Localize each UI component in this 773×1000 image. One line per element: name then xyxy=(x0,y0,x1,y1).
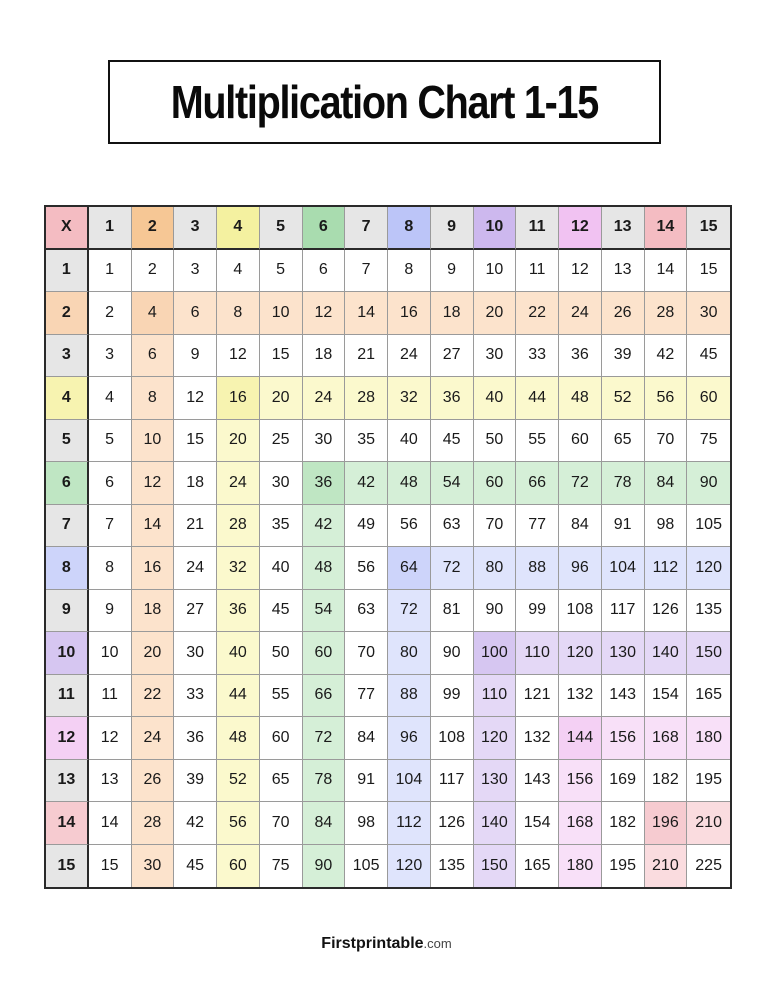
product-cell: 42 xyxy=(645,335,688,378)
product-cell: 24 xyxy=(132,717,175,760)
product-cell: 70 xyxy=(260,802,303,845)
product-cell: 6 xyxy=(174,292,217,335)
product-cell: 36 xyxy=(217,590,260,633)
product-cell: 39 xyxy=(174,760,217,803)
product-cell: 20 xyxy=(217,420,260,463)
page-title: Multiplication Chart 1-15 xyxy=(170,76,599,128)
product-cell: 210 xyxy=(687,802,730,845)
product-cell: 12 xyxy=(559,250,602,293)
product-cell: 18 xyxy=(132,590,175,633)
product-cell: 64 xyxy=(388,547,431,590)
product-cell: 11 xyxy=(89,675,132,718)
product-cell: 40 xyxy=(260,547,303,590)
row-header: 7 xyxy=(46,505,89,548)
product-cell: 30 xyxy=(303,420,346,463)
product-cell: 26 xyxy=(602,292,645,335)
brand-name: Firstprintable xyxy=(321,935,424,952)
product-cell: 27 xyxy=(431,335,474,378)
product-cell: 16 xyxy=(388,292,431,335)
product-cell: 90 xyxy=(474,590,517,633)
row-header: 1 xyxy=(46,250,89,293)
product-cell: 30 xyxy=(687,292,730,335)
product-cell: 90 xyxy=(431,632,474,675)
product-cell: 99 xyxy=(431,675,474,718)
product-cell: 36 xyxy=(431,377,474,420)
product-cell: 12 xyxy=(89,717,132,760)
product-cell: 50 xyxy=(260,632,303,675)
product-cell: 88 xyxy=(388,675,431,718)
product-cell: 15 xyxy=(260,335,303,378)
product-cell: 66 xyxy=(516,462,559,505)
product-cell: 7 xyxy=(89,505,132,548)
product-cell: 49 xyxy=(345,505,388,548)
product-cell: 25 xyxy=(260,420,303,463)
product-cell: 30 xyxy=(474,335,517,378)
product-cell: 135 xyxy=(687,590,730,633)
product-cell: 27 xyxy=(174,590,217,633)
product-cell: 4 xyxy=(132,292,175,335)
title-box xyxy=(108,60,661,144)
product-cell: 11 xyxy=(516,250,559,293)
product-cell: 7 xyxy=(345,250,388,293)
product-cell: 60 xyxy=(217,845,260,888)
product-cell: 165 xyxy=(687,675,730,718)
product-cell: 18 xyxy=(174,462,217,505)
product-cell: 48 xyxy=(559,377,602,420)
row-header: 6 xyxy=(46,462,89,505)
product-cell: 14 xyxy=(89,802,132,845)
product-cell: 12 xyxy=(217,335,260,378)
product-cell: 91 xyxy=(345,760,388,803)
product-cell: 5 xyxy=(89,420,132,463)
product-cell: 66 xyxy=(303,675,346,718)
product-cell: 35 xyxy=(345,420,388,463)
column-header: 4 xyxy=(217,207,260,250)
product-cell: 18 xyxy=(303,335,346,378)
column-header: 2 xyxy=(132,207,175,250)
row-header: 14 xyxy=(46,802,89,845)
product-cell: 112 xyxy=(388,802,431,845)
product-cell: 42 xyxy=(345,462,388,505)
product-cell: 210 xyxy=(645,845,688,888)
column-header: 10 xyxy=(474,207,517,250)
product-cell: 121 xyxy=(516,675,559,718)
column-header: 9 xyxy=(431,207,474,250)
column-header: 3 xyxy=(174,207,217,250)
product-cell: 77 xyxy=(345,675,388,718)
product-cell: 40 xyxy=(474,377,517,420)
product-cell: 72 xyxy=(388,590,431,633)
row-header: 5 xyxy=(46,420,89,463)
product-cell: 30 xyxy=(174,632,217,675)
product-cell: 60 xyxy=(559,420,602,463)
product-cell: 96 xyxy=(388,717,431,760)
product-cell: 65 xyxy=(602,420,645,463)
column-header: 7 xyxy=(345,207,388,250)
product-cell: 75 xyxy=(260,845,303,888)
product-cell: 14 xyxy=(345,292,388,335)
product-cell: 36 xyxy=(174,717,217,760)
product-cell: 72 xyxy=(303,717,346,760)
product-cell: 77 xyxy=(516,505,559,548)
footer-logo xyxy=(0,935,773,953)
product-cell: 35 xyxy=(260,505,303,548)
product-cell: 63 xyxy=(345,590,388,633)
product-cell: 126 xyxy=(645,590,688,633)
product-cell: 168 xyxy=(645,717,688,760)
row-header: 8 xyxy=(46,547,89,590)
product-cell: 120 xyxy=(474,717,517,760)
product-cell: 195 xyxy=(602,845,645,888)
product-cell: 24 xyxy=(174,547,217,590)
product-cell: 65 xyxy=(260,760,303,803)
product-cell: 150 xyxy=(474,845,517,888)
product-cell: 40 xyxy=(388,420,431,463)
product-cell: 45 xyxy=(687,335,730,378)
product-cell: 84 xyxy=(345,717,388,760)
product-cell: 4 xyxy=(217,250,260,293)
product-cell: 45 xyxy=(260,590,303,633)
product-cell: 39 xyxy=(602,335,645,378)
product-cell: 84 xyxy=(645,462,688,505)
product-cell: 33 xyxy=(174,675,217,718)
product-cell: 9 xyxy=(174,335,217,378)
product-cell: 24 xyxy=(303,377,346,420)
product-cell: 40 xyxy=(217,632,260,675)
product-cell: 81 xyxy=(431,590,474,633)
product-cell: 104 xyxy=(602,547,645,590)
product-cell: 225 xyxy=(687,845,730,888)
product-cell: 96 xyxy=(559,547,602,590)
product-cell: 9 xyxy=(431,250,474,293)
product-cell: 56 xyxy=(217,802,260,845)
product-cell: 44 xyxy=(516,377,559,420)
product-cell: 150 xyxy=(687,632,730,675)
product-cell: 3 xyxy=(174,250,217,293)
product-cell: 15 xyxy=(687,250,730,293)
column-header: 12 xyxy=(559,207,602,250)
row-header: 3 xyxy=(46,335,89,378)
product-cell: 182 xyxy=(645,760,688,803)
product-cell: 12 xyxy=(174,377,217,420)
product-cell: 8 xyxy=(132,377,175,420)
product-cell: 8 xyxy=(388,250,431,293)
product-cell: 14 xyxy=(132,505,175,548)
row-header: 15 xyxy=(46,845,89,888)
product-cell: 156 xyxy=(559,760,602,803)
product-cell: 110 xyxy=(474,675,517,718)
product-cell: 28 xyxy=(645,292,688,335)
row-header: 10 xyxy=(46,632,89,675)
product-cell: 12 xyxy=(132,462,175,505)
product-cell: 3 xyxy=(89,335,132,378)
product-cell: 4 xyxy=(89,377,132,420)
row-header: 12 xyxy=(46,717,89,760)
product-cell: 6 xyxy=(89,462,132,505)
product-cell: 44 xyxy=(217,675,260,718)
product-cell: 10 xyxy=(132,420,175,463)
product-cell: 78 xyxy=(602,462,645,505)
product-cell: 16 xyxy=(217,377,260,420)
row-header: 11 xyxy=(46,675,89,718)
product-cell: 60 xyxy=(687,377,730,420)
product-cell: 98 xyxy=(645,505,688,548)
product-cell: 48 xyxy=(303,547,346,590)
product-cell: 48 xyxy=(388,462,431,505)
product-cell: 30 xyxy=(132,845,175,888)
column-header: 15 xyxy=(687,207,730,250)
product-cell: 30 xyxy=(260,462,303,505)
product-cell: 15 xyxy=(89,845,132,888)
product-cell: 8 xyxy=(89,547,132,590)
product-cell: 10 xyxy=(474,250,517,293)
product-cell: 90 xyxy=(687,462,730,505)
product-cell: 117 xyxy=(602,590,645,633)
corner-header: X xyxy=(46,207,89,250)
product-cell: 112 xyxy=(645,547,688,590)
product-cell: 55 xyxy=(516,420,559,463)
product-cell: 28 xyxy=(345,377,388,420)
product-cell: 13 xyxy=(89,760,132,803)
product-cell: 117 xyxy=(431,760,474,803)
product-cell: 10 xyxy=(89,632,132,675)
product-cell: 130 xyxy=(474,760,517,803)
product-cell: 42 xyxy=(303,505,346,548)
product-cell: 132 xyxy=(559,675,602,718)
product-cell: 195 xyxy=(687,760,730,803)
product-cell: 21 xyxy=(174,505,217,548)
product-cell: 55 xyxy=(260,675,303,718)
product-cell: 120 xyxy=(559,632,602,675)
product-cell: 72 xyxy=(431,547,474,590)
product-cell: 126 xyxy=(431,802,474,845)
product-cell: 130 xyxy=(602,632,645,675)
product-cell: 182 xyxy=(602,802,645,845)
product-cell: 5 xyxy=(260,250,303,293)
product-cell: 26 xyxy=(132,760,175,803)
product-cell: 140 xyxy=(474,802,517,845)
product-cell: 140 xyxy=(645,632,688,675)
product-cell: 2 xyxy=(132,250,175,293)
product-cell: 120 xyxy=(388,845,431,888)
product-cell: 32 xyxy=(388,377,431,420)
product-cell: 156 xyxy=(602,717,645,760)
product-cell: 70 xyxy=(645,420,688,463)
product-cell: 143 xyxy=(602,675,645,718)
product-cell: 15 xyxy=(174,420,217,463)
column-header: 5 xyxy=(260,207,303,250)
column-header: 13 xyxy=(602,207,645,250)
product-cell: 6 xyxy=(303,250,346,293)
product-cell: 32 xyxy=(217,547,260,590)
product-cell: 180 xyxy=(559,845,602,888)
product-cell: 98 xyxy=(345,802,388,845)
product-cell: 52 xyxy=(217,760,260,803)
product-cell: 60 xyxy=(260,717,303,760)
product-cell: 24 xyxy=(559,292,602,335)
product-cell: 56 xyxy=(645,377,688,420)
product-cell: 18 xyxy=(431,292,474,335)
product-cell: 42 xyxy=(174,802,217,845)
product-cell: 135 xyxy=(431,845,474,888)
multiplication-table xyxy=(44,205,732,889)
product-cell: 104 xyxy=(388,760,431,803)
product-cell: 36 xyxy=(559,335,602,378)
product-cell: 12 xyxy=(303,292,346,335)
product-cell: 196 xyxy=(645,802,688,845)
product-cell: 8 xyxy=(217,292,260,335)
product-cell: 72 xyxy=(559,462,602,505)
product-cell: 13 xyxy=(602,250,645,293)
product-cell: 24 xyxy=(217,462,260,505)
product-cell: 20 xyxy=(132,632,175,675)
product-cell: 54 xyxy=(303,590,346,633)
product-cell: 63 xyxy=(431,505,474,548)
product-cell: 90 xyxy=(303,845,346,888)
product-cell: 20 xyxy=(474,292,517,335)
product-cell: 70 xyxy=(474,505,517,548)
product-cell: 110 xyxy=(516,632,559,675)
product-cell: 169 xyxy=(602,760,645,803)
product-cell: 10 xyxy=(260,292,303,335)
product-cell: 168 xyxy=(559,802,602,845)
product-cell: 84 xyxy=(559,505,602,548)
product-cell: 143 xyxy=(516,760,559,803)
product-cell: 132 xyxy=(516,717,559,760)
product-cell: 45 xyxy=(431,420,474,463)
product-cell: 56 xyxy=(388,505,431,548)
product-cell: 14 xyxy=(645,250,688,293)
product-cell: 165 xyxy=(516,845,559,888)
product-cell: 1 xyxy=(89,250,132,293)
product-cell: 54 xyxy=(431,462,474,505)
product-cell: 28 xyxy=(217,505,260,548)
row-header: 13 xyxy=(46,760,89,803)
row-header: 2 xyxy=(46,292,89,335)
product-cell: 48 xyxy=(217,717,260,760)
column-header: 14 xyxy=(645,207,688,250)
product-cell: 91 xyxy=(602,505,645,548)
product-cell: 60 xyxy=(303,632,346,675)
product-cell: 78 xyxy=(303,760,346,803)
row-header: 9 xyxy=(46,590,89,633)
product-cell: 108 xyxy=(431,717,474,760)
product-cell: 45 xyxy=(174,845,217,888)
product-cell: 105 xyxy=(687,505,730,548)
column-header: 8 xyxy=(388,207,431,250)
product-cell: 120 xyxy=(687,547,730,590)
product-cell: 99 xyxy=(516,590,559,633)
product-cell: 154 xyxy=(516,802,559,845)
product-cell: 180 xyxy=(687,717,730,760)
product-cell: 16 xyxy=(132,547,175,590)
product-cell: 28 xyxy=(132,802,175,845)
product-cell: 80 xyxy=(388,632,431,675)
product-cell: 108 xyxy=(559,590,602,633)
product-cell: 2 xyxy=(89,292,132,335)
product-cell: 80 xyxy=(474,547,517,590)
product-cell: 50 xyxy=(474,420,517,463)
column-header: 6 xyxy=(303,207,346,250)
product-cell: 88 xyxy=(516,547,559,590)
row-header: 4 xyxy=(46,377,89,420)
product-cell: 33 xyxy=(516,335,559,378)
product-cell: 24 xyxy=(388,335,431,378)
product-cell: 70 xyxy=(345,632,388,675)
product-cell: 22 xyxy=(516,292,559,335)
product-cell: 84 xyxy=(303,802,346,845)
product-cell: 105 xyxy=(345,845,388,888)
product-cell: 144 xyxy=(559,717,602,760)
product-cell: 60 xyxy=(474,462,517,505)
product-cell: 154 xyxy=(645,675,688,718)
product-cell: 20 xyxy=(260,377,303,420)
product-cell: 56 xyxy=(345,547,388,590)
product-cell: 6 xyxy=(132,335,175,378)
brand-tld: .com xyxy=(423,936,452,951)
column-header: 1 xyxy=(89,207,132,250)
product-cell: 9 xyxy=(89,590,132,633)
column-header: 11 xyxy=(516,207,559,250)
product-cell: 22 xyxy=(132,675,175,718)
product-cell: 21 xyxy=(345,335,388,378)
product-cell: 36 xyxy=(303,462,346,505)
product-cell: 52 xyxy=(602,377,645,420)
product-cell: 75 xyxy=(687,420,730,463)
product-cell: 100 xyxy=(474,632,517,675)
